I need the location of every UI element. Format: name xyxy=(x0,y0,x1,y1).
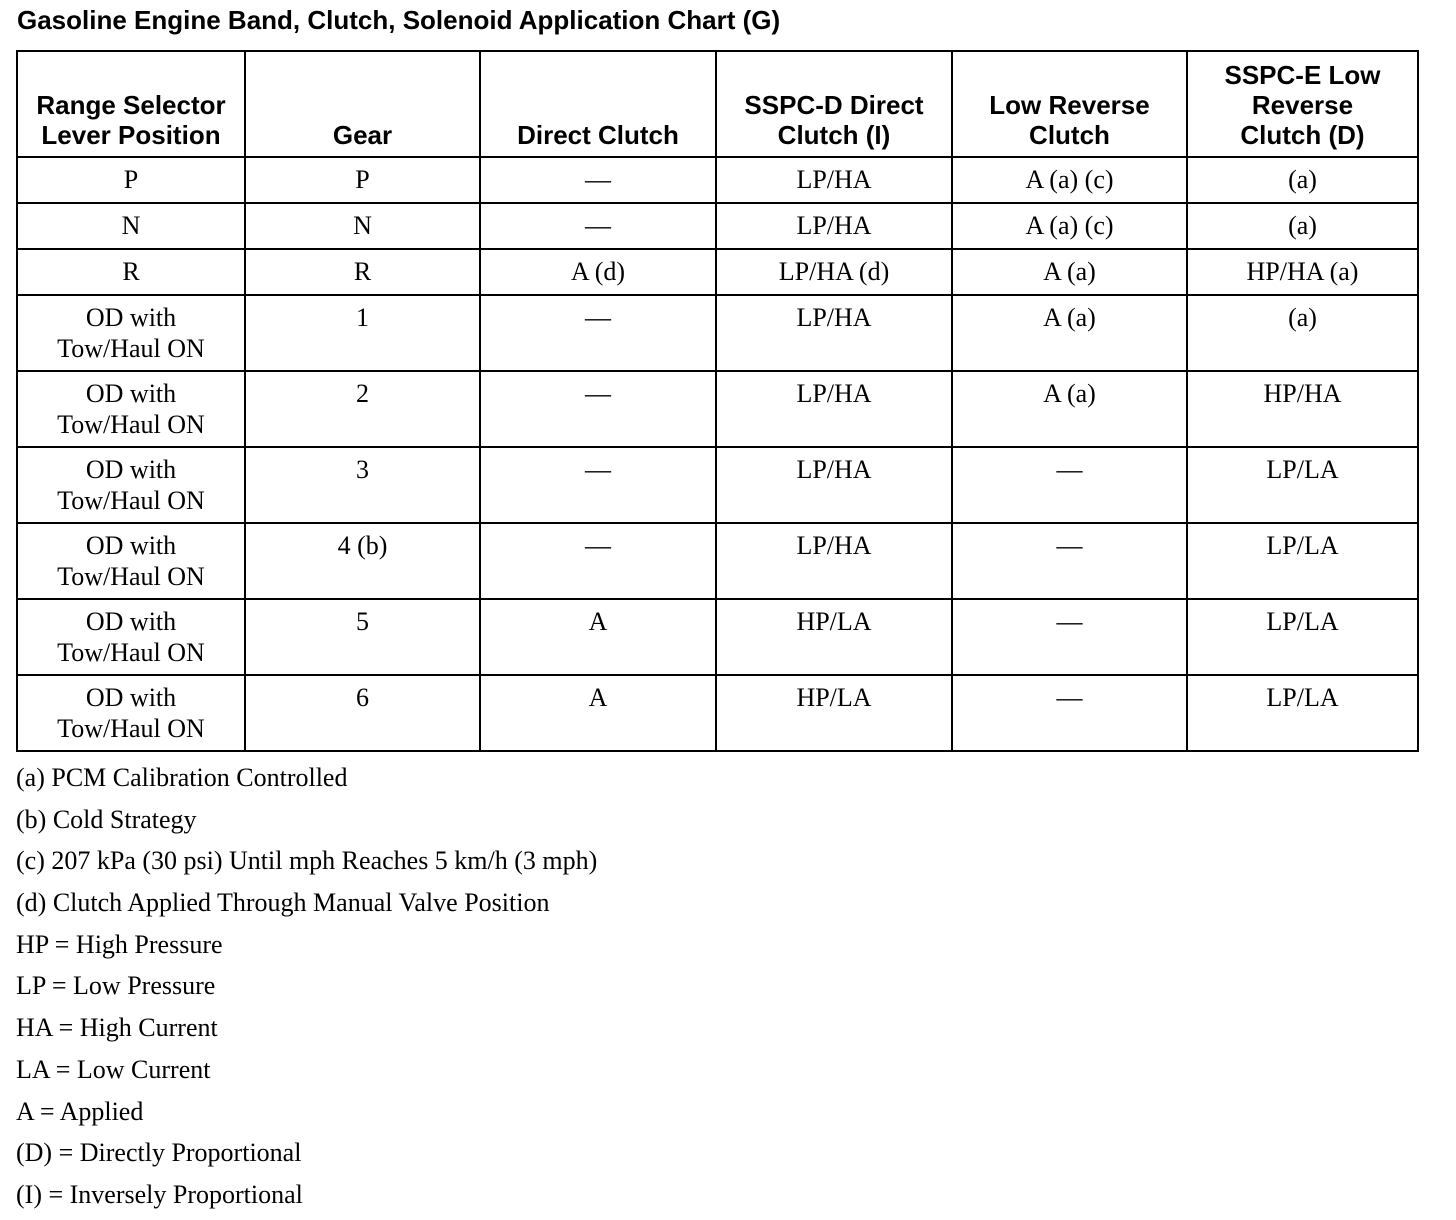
cell-direct-clutch: A (d) xyxy=(480,249,716,295)
cell-sspc-d: LP/HA xyxy=(716,295,952,371)
cell-sspc-e: (a) xyxy=(1187,157,1418,203)
cell-direct-clutch: A xyxy=(480,675,716,751)
cell-sspc-d: LP/HA xyxy=(716,523,952,599)
table-row xyxy=(17,371,1418,447)
cell-sspc-e: (a) xyxy=(1187,203,1418,249)
cell-gear: P xyxy=(245,157,480,203)
cell-low-reverse: — xyxy=(952,447,1187,523)
note-item: LP = Low Pressure xyxy=(16,971,216,1001)
header-direct-clutch: Direct Clutch xyxy=(480,51,716,157)
cell-direct-clutch: — xyxy=(480,371,716,447)
cell-range: R xyxy=(17,249,245,295)
table-row xyxy=(17,599,1418,675)
header-low-reverse-clutch: Low Reverse Clutch xyxy=(952,51,1187,157)
cell-low-reverse: A (a) xyxy=(952,295,1187,371)
note-item: HA = High Current xyxy=(16,1013,218,1043)
cell-gear: 4 (b) xyxy=(245,523,480,599)
cell-sspc-e: HP/HA xyxy=(1187,371,1418,447)
cell-sspc-e: LP/LA xyxy=(1187,599,1418,675)
note-item: (c) 207 kPa (30 psi) Until mph Reaches 5 km/h (3 mph) xyxy=(16,846,598,876)
note-item: (a) PCM Calibration Controlled xyxy=(16,763,348,792)
table-row xyxy=(17,249,1418,295)
cell-range: N xyxy=(17,203,245,249)
chart-title: Gasoline Engine Band, Clutch, Solenoid Application Chart (G) xyxy=(17,5,781,35)
cell-low-reverse: — xyxy=(952,599,1187,675)
table-row xyxy=(17,157,1418,203)
note-item: A = Applied xyxy=(16,1096,144,1126)
cell-direct-clutch: — xyxy=(480,295,716,371)
notes-list xyxy=(16,760,597,1219)
cell-range: OD with Tow/Haul ON xyxy=(17,599,245,675)
cell-gear: 3 xyxy=(245,447,480,523)
cell-sspc-e: LP/LA xyxy=(1187,675,1418,751)
note-item: (D) = Directly Proportional xyxy=(16,1138,302,1168)
table-row xyxy=(17,675,1418,751)
header-sspc-d-direct-clutch: SSPC-D Direct Clutch (I) xyxy=(716,51,952,157)
cell-gear: 2 xyxy=(245,371,480,447)
cell-sspc-d: LP/HA xyxy=(716,447,952,523)
cell-sspc-d: HP/LA xyxy=(716,675,952,751)
cell-low-reverse: A (a) xyxy=(952,371,1187,447)
cell-sspc-e: (a) xyxy=(1187,295,1418,371)
header-range-selector: Range Selector Lever Position xyxy=(17,51,245,157)
cell-gear: N xyxy=(245,203,480,249)
cell-sspc-e: HP/HA (a) xyxy=(1187,249,1418,295)
cell-sspc-d: LP/HA xyxy=(716,371,952,447)
cell-direct-clutch: — xyxy=(480,447,716,523)
cell-sspc-d: HP/LA xyxy=(716,599,952,675)
cell-range: OD with Tow/Haul ON xyxy=(17,675,245,751)
cell-range: OD with Tow/Haul ON xyxy=(17,295,245,371)
cell-range: P xyxy=(17,157,245,203)
table-row xyxy=(17,203,1418,249)
header-sspc-e-low-reverse-clutch: SSPC-E Low Reverse Clutch (D) xyxy=(1187,51,1418,157)
header-gear: Gear xyxy=(245,51,480,157)
note-item: (I) = Inversely Proportional xyxy=(16,1179,303,1209)
cell-sspc-e: LP/LA xyxy=(1187,447,1418,523)
cell-range: OD with Tow/Haul ON xyxy=(17,447,245,523)
cell-low-reverse: — xyxy=(952,675,1187,751)
cell-sspc-d: LP/HA xyxy=(716,157,952,203)
cell-range: OD with Tow/Haul ON xyxy=(17,523,245,599)
cell-gear: 5 xyxy=(245,599,480,675)
note-item: HP = High Pressure xyxy=(16,929,223,959)
cell-direct-clutch: — xyxy=(480,203,716,249)
cell-low-reverse: A (a) (c) xyxy=(952,157,1187,203)
cell-sspc-d: LP/HA (d) xyxy=(716,249,952,295)
cell-gear: R xyxy=(245,249,480,295)
cell-direct-clutch: — xyxy=(480,157,716,203)
note-item: LA = Low Current xyxy=(16,1054,211,1084)
cell-gear: 6 xyxy=(245,675,480,751)
cell-sspc-d: LP/HA xyxy=(716,203,952,249)
cell-gear: 1 xyxy=(245,295,480,371)
cell-low-reverse: A (a) xyxy=(952,249,1187,295)
cell-sspc-e: LP/LA xyxy=(1187,523,1418,599)
table-row xyxy=(17,295,1418,371)
application-chart-table xyxy=(16,50,1419,752)
cell-range: OD with Tow/Haul ON xyxy=(17,371,245,447)
table-header-row xyxy=(17,51,1418,157)
note-item: (d) Clutch Applied Through Manual Valve Position xyxy=(16,888,550,918)
cell-low-reverse: — xyxy=(952,523,1187,599)
note-item: (b) Cold Strategy xyxy=(16,804,197,834)
cell-direct-clutch: — xyxy=(480,523,716,599)
cell-direct-clutch: A xyxy=(480,599,716,675)
table-row xyxy=(17,447,1418,523)
cell-low-reverse: A (a) (c) xyxy=(952,203,1187,249)
table-row xyxy=(17,523,1418,599)
